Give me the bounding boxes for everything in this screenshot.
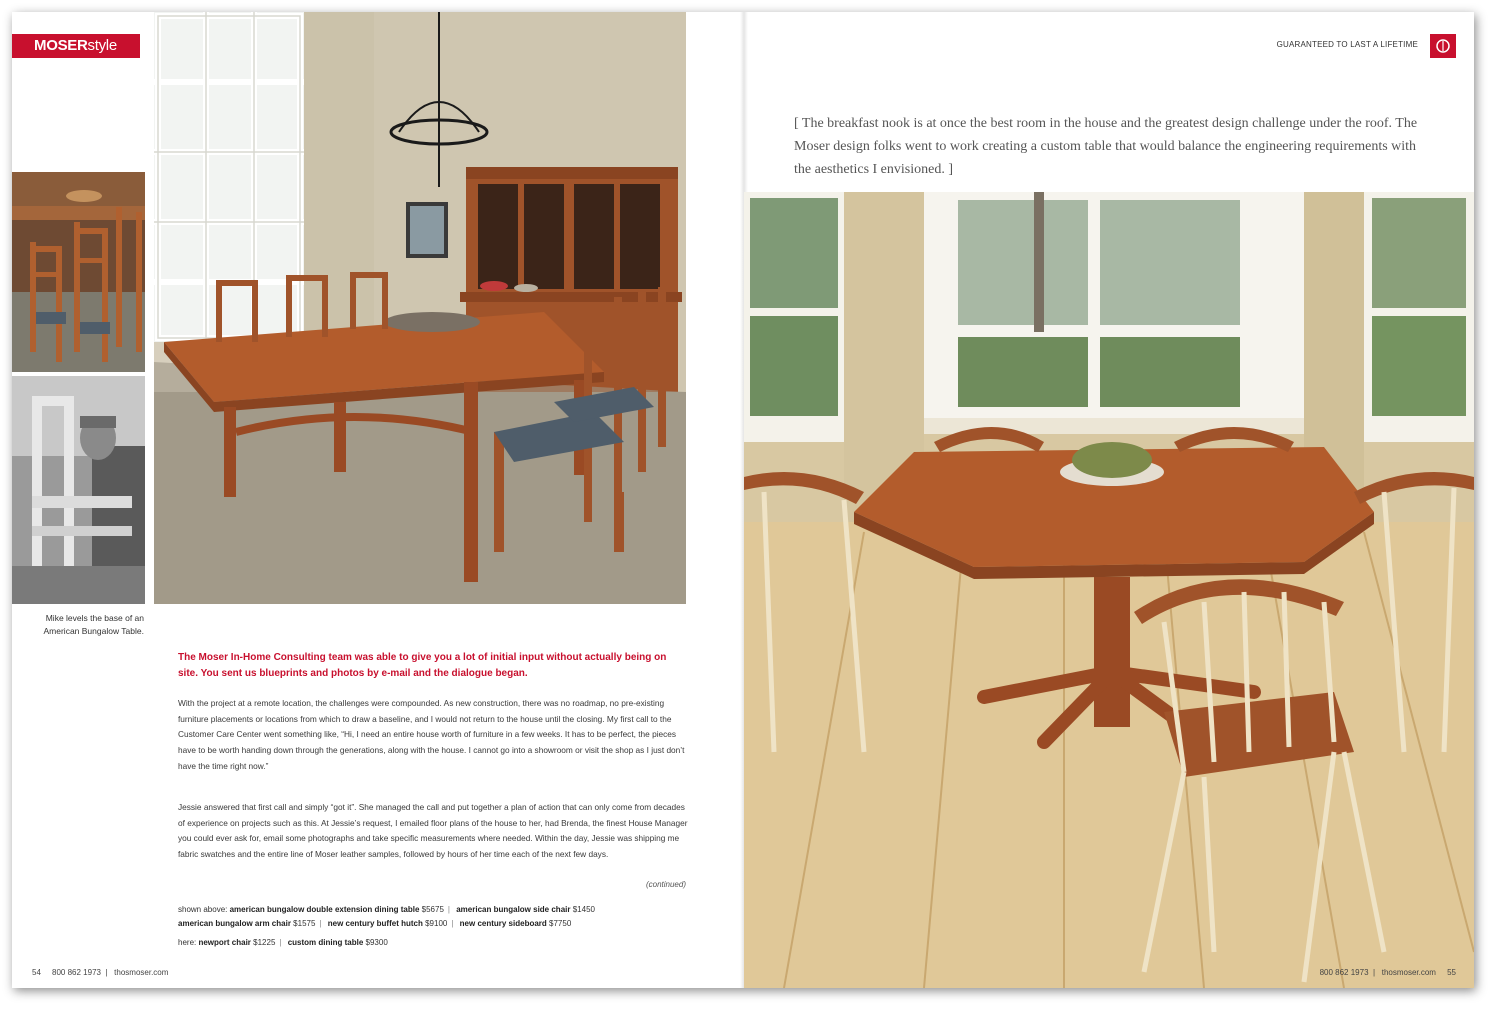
folio-right: 800 862 1973 | thosmoser.com 55 — [1319, 968, 1456, 977]
website: thosmoser.com — [1381, 968, 1436, 977]
brand-logo — [12, 34, 140, 58]
credit-name: custom dining table — [287, 938, 364, 947]
left-page — [12, 12, 744, 988]
credit-price: $9100 — [425, 919, 448, 928]
right-page — [744, 12, 1474, 988]
craftsman-photo — [12, 376, 145, 604]
body-paragraph-2: Jessie answered that first call and simply “got it”. She managed the call and put together a plan of action that can only come from decades of experience on projects such as this. At Jessie’s request, I emailed floor plans of the house to her, had Brenda, the finest House Manager you could ever ask for, email some photographs and take specific measurements where needed. Within the day, Jessie was shipping me fabric swatches and the entire line of Moser leather samples, followed by hours of her time each of the next few days. — [178, 802, 688, 860]
credit-name: new century sideboard — [459, 919, 547, 928]
photo-caption: Mike levels the base of an American Bungalow Table. — [43, 613, 144, 636]
tagline: GUARANTEED TO LAST A LIFETIME — [1276, 40, 1418, 49]
credit-name: newport chair — [198, 938, 251, 947]
credit-price: $7750 — [549, 919, 572, 928]
magazine-spread — [12, 12, 1474, 988]
credit-price: $9300 — [365, 938, 388, 947]
credits-here-label: here: — [178, 938, 197, 947]
credits-line-3: here: newport chair $1225 | custom dining table $9300 — [178, 938, 388, 947]
lead-paragraph: The Moser In-Home Consulting team was able to give you a lot of initial input without actually being on site. You sent us blueprints and photos by e-mail and the dialogue began. — [178, 652, 667, 679]
shield-emblem-icon — [1430, 34, 1456, 58]
body-paragraph-1: With the project at a remote location, the challenges were compounded. As new construction, there was no roadmap, no pre-existing furniture placements or locations from which to draw a baseline, and I would not return to the house until the closing. My first call to the Customer Care Center went something like, “Hi, I need an entire house worth of furniture in a few weeks. It has to be perfect, the pieces have to be worth handing down through the generations, along with the house. I cannot go into a showroom or visit the shop as I just don’t have the time right now.” — [178, 698, 685, 771]
credit-price: $1225 — [253, 938, 276, 947]
credits-line-1: shown above: american bungalow double extension dining table $5675 | american bungalow side chair $1450 — [178, 905, 595, 914]
brand-bold: MOSER — [34, 37, 88, 54]
credit-name: american bungalow side chair — [456, 905, 571, 914]
credits-shown-label: shown above: — [178, 905, 228, 914]
website: thosmoser.com — [114, 968, 169, 977]
credit-price: $1450 — [572, 905, 595, 914]
credit-price: $5675 — [421, 905, 444, 914]
phone-number: 800 862 1973 — [52, 968, 101, 977]
continued-note: (continued) — [645, 880, 686, 889]
credit-name: american bungalow arm chair — [178, 919, 291, 928]
phone-number: 800 862 1973 — [1319, 968, 1369, 977]
page-number: 55 — [1447, 968, 1456, 977]
page-number: 54 — [32, 968, 41, 977]
credits-line-2: american bungalow arm chair $1575 | new century buffet hutch $9100 | new century sideboard $7750 — [178, 919, 572, 928]
brand-light: style — [87, 37, 117, 54]
dining-room-photo — [154, 12, 686, 604]
chairs-detail-photo — [12, 172, 145, 372]
credit-name: new century buffet hutch — [327, 919, 423, 928]
credit-price: $1575 — [293, 919, 316, 928]
pull-quote: [ The breakfast nook is at once the best room in the house and the greatest design challenge under the roof. The Moser design folks went to work creating a custom table that would balance the engineering requirements with the aesthetics I envisioned. ] — [794, 116, 1418, 177]
credit-name: american bungalow double extension dining table — [229, 905, 420, 914]
folio-left: 54 800 862 1973 | thosmoser.com — [32, 968, 169, 977]
breakfast-nook-photo — [744, 192, 1474, 988]
